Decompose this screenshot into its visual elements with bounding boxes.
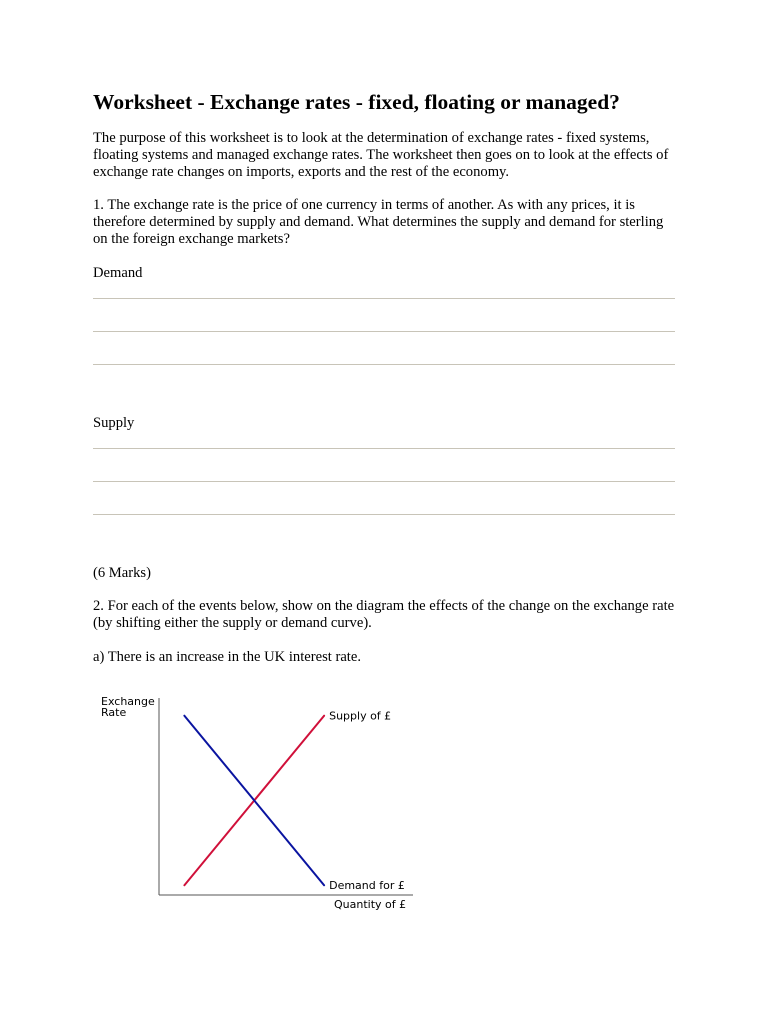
question-2-text: 2. For each of the events below, show on the diagram the effects of the change on the exchange rate (by shifting either the supply or demand curve). <box>93 598 675 631</box>
demand-for-label: Demand for £ <box>329 879 405 893</box>
x-axis-label: Quantity of £ <box>334 898 407 911</box>
demand-label: Demand <box>93 265 143 281</box>
intro-paragraph: The purpose of this worksheet is to look at the determination of exchange rates - fixed systems, floating systems and managed exchange rates. The worksheet then goes on to look at the effects of exchange rate changes on imports, exports and the rest of the economy. <box>93 130 669 180</box>
question-1-text: 1. The exchange rate is the price of one currency in terms of another. As with any prices, it is therefore determined by supply and demand. What determines the supply and demand for sterling on the foreign exchange markets? <box>93 197 664 247</box>
demand-answer-line-3 <box>93 364 675 365</box>
demand-answer-line-2 <box>93 331 675 332</box>
supply-answer-line-2 <box>93 481 675 482</box>
marks-label: (6 Marks) <box>93 565 151 581</box>
supply-demand-diagram <box>95 688 425 918</box>
question-2a-text: a) There is an increase in the UK interest rate. <box>93 649 361 665</box>
supply-label: Supply <box>93 415 135 431</box>
demand-answer-line-1 <box>93 298 675 299</box>
supply-of-label: Supply of £ <box>329 709 392 723</box>
worksheet-title: Worksheet - Exchange rates - fixed, floating or managed? <box>93 90 620 114</box>
supply-answer-line-1 <box>93 448 675 449</box>
y-axis-label-line-1: Exchange <box>101 695 155 708</box>
series-layer <box>184 710 404 893</box>
supply-answer-line-3 <box>93 514 675 515</box>
y-axis-label-line-2: Rate <box>101 706 127 719</box>
